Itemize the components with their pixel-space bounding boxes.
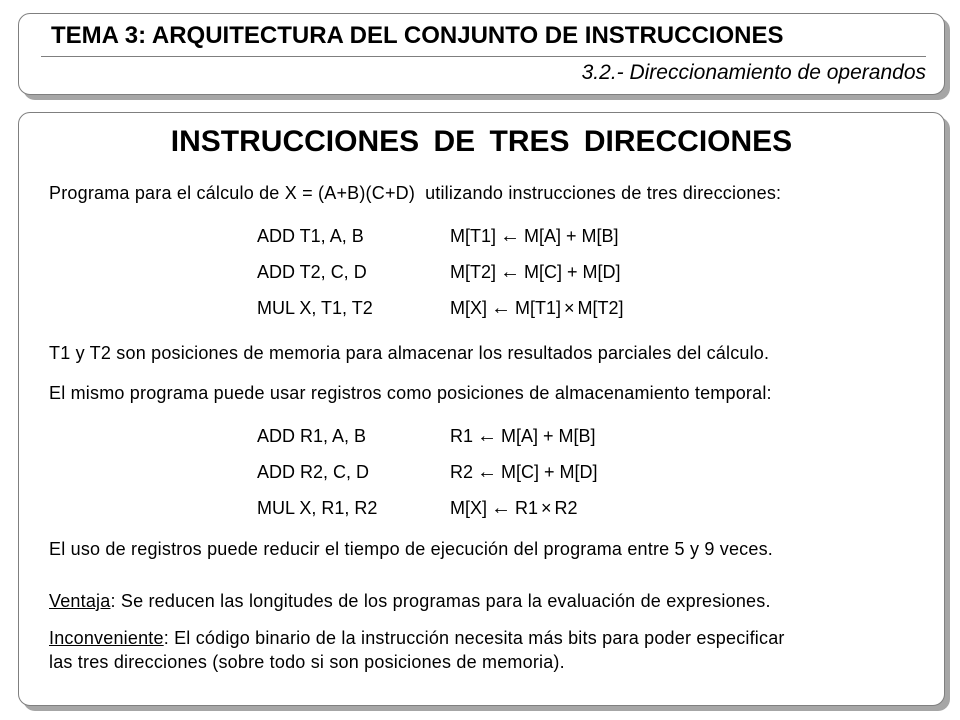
left-arrow-icon: ← <box>500 261 521 283</box>
advantage-description: : Se reducen las longitudes de los programas para la evaluación de expresiones. <box>110 591 771 611</box>
destination: M[T1] <box>450 226 497 246</box>
register-transfer <box>450 262 621 283</box>
program1-line-2 <box>257 262 777 286</box>
intro-description: utilizando instrucciones de tres direcciones: <box>425 183 782 203</box>
drawback-description: : El código binario de la instrucción necesita más bits para poder especificar <box>163 628 785 648</box>
program2-line-3 <box>257 498 777 522</box>
note-registers: El mismo programa puede usar registros como posiciones de almacenamiento temporal: <box>49 383 772 403</box>
instruction: ADD T2, C, D <box>257 262 367 282</box>
register-transfer <box>450 298 624 319</box>
register-transfer <box>450 462 598 483</box>
left-arrow-icon: ← <box>477 425 498 447</box>
left-arrow-icon: ← <box>491 297 512 319</box>
multiply-icon: × <box>564 298 575 318</box>
destination: R2 <box>450 462 474 482</box>
expression: M[C] + M[D] <box>524 262 621 282</box>
intro-text <box>49 183 781 204</box>
destination: M[X] <box>450 498 488 518</box>
destination: M[X] <box>450 298 488 318</box>
drawback-text-line-2: las tres direcciones (sobre todo si son posiciones de memoria). <box>49 652 565 672</box>
instruction: ADD R1, A, B <box>257 426 367 446</box>
register-transfer <box>450 226 619 247</box>
instruction: ADD R2, C, D <box>257 462 370 482</box>
left-arrow-icon: ← <box>500 225 521 247</box>
instruction: MUL X, T1, T2 <box>257 298 373 318</box>
operand: R1 <box>515 498 539 518</box>
instruction: ADD T1, A, B <box>257 226 364 246</box>
header-subtitle: 3.2.- Direccionamiento de operandos <box>581 61 926 84</box>
expression: M[A] + M[B] <box>501 426 596 446</box>
note-speedup: El uso de registros puede reducir el tiempo de ejecución del programa entre 5 y 9 veces. <box>49 539 773 559</box>
program2-line-2 <box>257 462 777 486</box>
expression: M[A] + M[B] <box>524 226 619 246</box>
header-box <box>18 13 945 95</box>
operand: M[T2] <box>577 298 624 318</box>
register-transfer <box>450 426 596 447</box>
program1-line-1 <box>257 226 777 250</box>
instruction: MUL X, R1, R2 <box>257 498 378 518</box>
main-content-box <box>18 112 945 706</box>
operand: R2 <box>554 498 578 518</box>
register-transfer <box>450 498 578 519</box>
destination: R1 <box>450 426 474 446</box>
program1-line-3 <box>257 298 777 322</box>
program2-line-1 <box>257 426 777 450</box>
destination: M[T2] <box>450 262 497 282</box>
expression: M[C] + M[D] <box>501 462 598 482</box>
advantage-text <box>49 591 771 612</box>
advantage-label: Ventaja <box>49 591 111 611</box>
drawback-label: Inconveniente <box>49 628 164 648</box>
header-title: TEMA 3: ARQUITECTURA DEL CONJUNTO DE INSTRUCCIONES <box>51 22 784 49</box>
intro-formula: Programa para el cálculo de X = (A+B)(C+D) <box>49 183 416 203</box>
left-arrow-icon: ← <box>477 461 498 483</box>
note-memory-positions: T1 y T2 son posiciones de memoria para almacenar los resultados parciales del cálculo. <box>49 343 770 363</box>
left-arrow-icon: ← <box>491 497 512 519</box>
multiply-icon: × <box>541 498 552 518</box>
operand: M[T1] <box>515 298 562 318</box>
slide-title: INSTRUCCIONES DE TRES DIRECCIONES <box>170 125 793 158</box>
header-divider <box>41 56 926 57</box>
drawback-text-line-1 <box>49 628 785 649</box>
